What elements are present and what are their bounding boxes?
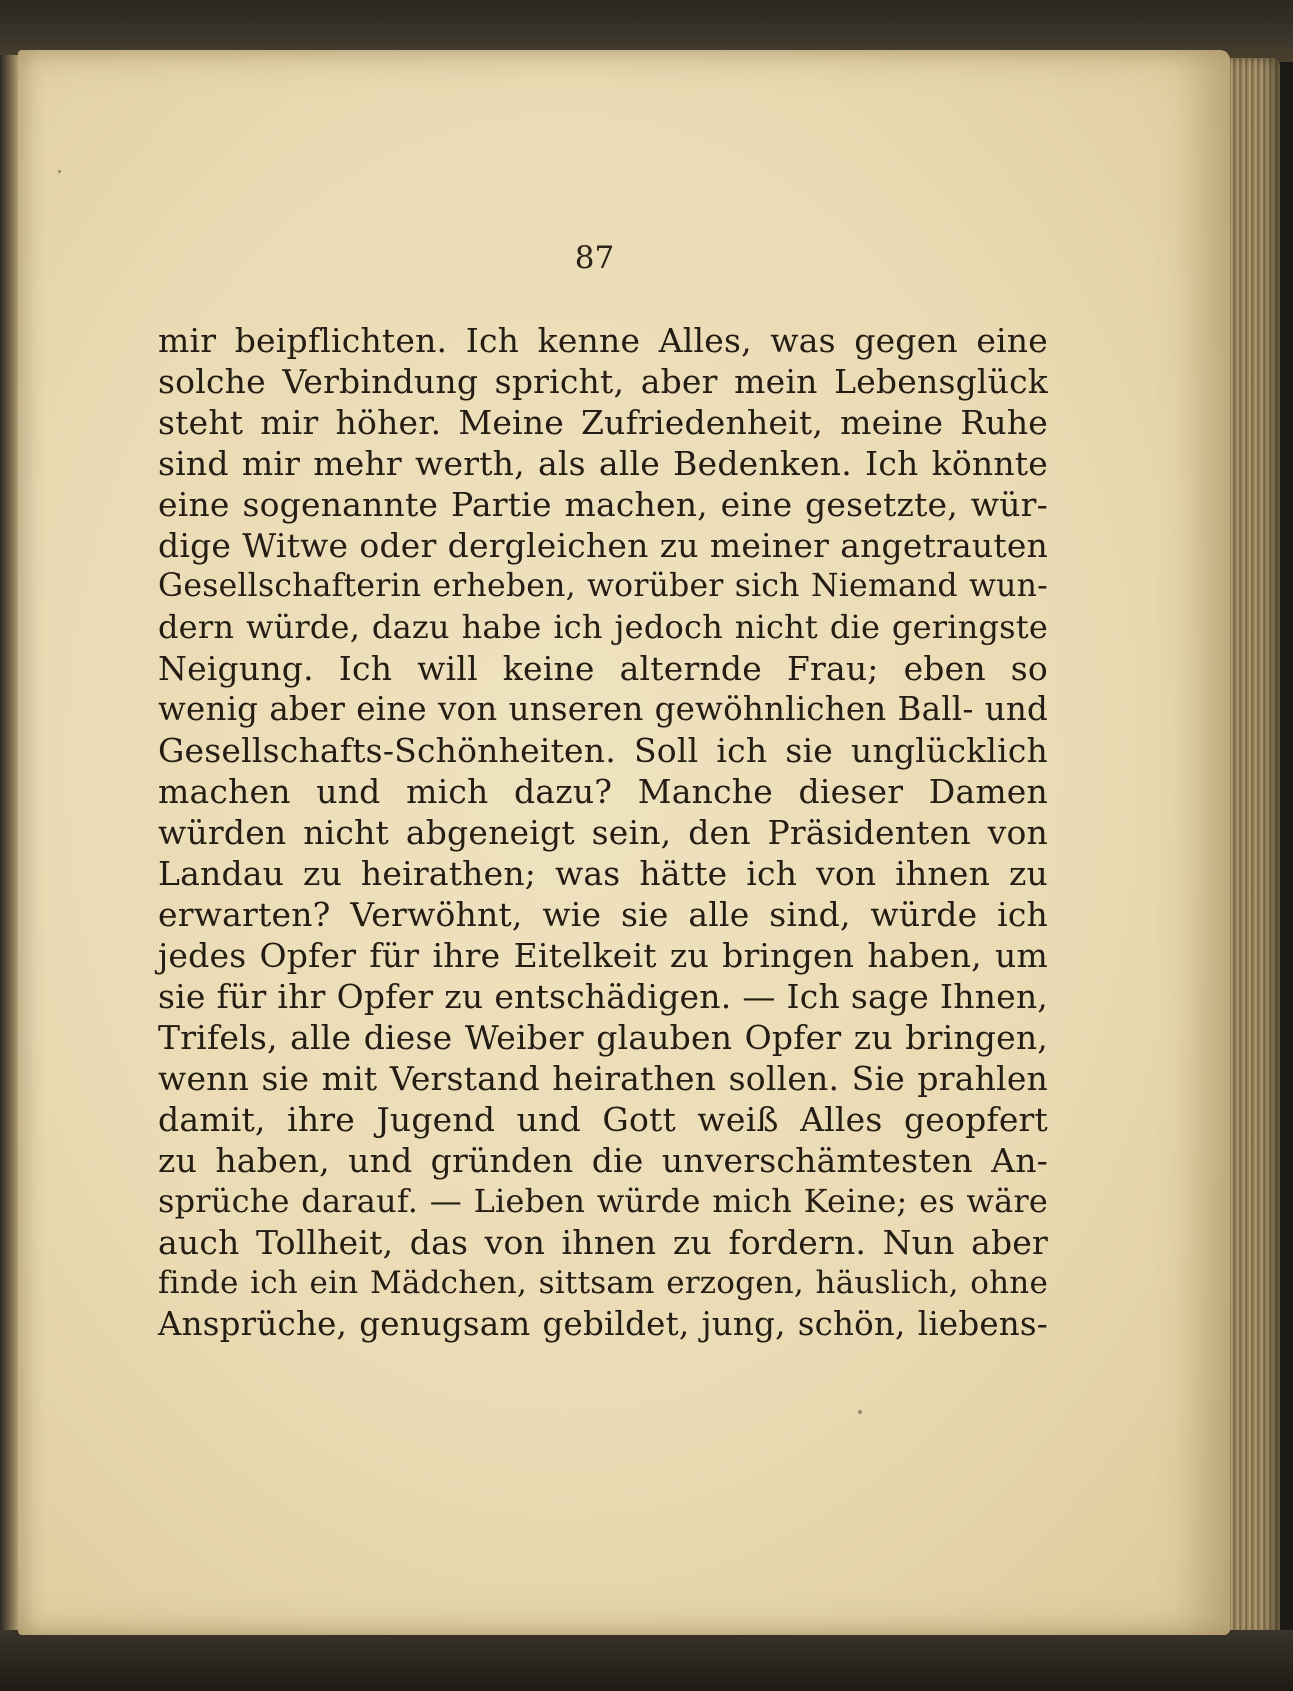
- text-line: mir beipflichten. Ich kenne Alles, was gegen eine: [158, 321, 1048, 360]
- text-line: Gesellschafts-Schönheiten. Soll ich sie unglücklich: [158, 731, 1048, 770]
- text-line: damit, ihre Jugend und Gott weiß Alles geopfert: [158, 1100, 1048, 1139]
- text-line: finde ich ein Mädchen, sittsam erzogen, häuslich, ohne: [158, 1265, 1048, 1301]
- text-line: wenn sie mit Verstand heirathen sollen. Sie prahlen: [158, 1059, 1048, 1098]
- text-line: erwarten? Verwöhnt, wie sie alle sind, würde ich: [158, 895, 1048, 934]
- text-line: dige Witwe oder dergleichen zu meiner angetrauten: [158, 526, 1048, 565]
- text-line: dern würde, dazu habe ich jedoch nicht die geringste: [158, 608, 1048, 646]
- text-line: sprüche darauf. — Lieben würde mich Keine; es wäre: [158, 1182, 1048, 1220]
- text-line: würden nicht abgeneigt sein, den Präsidenten von: [158, 813, 1048, 852]
- bottom-binding: [0, 1630, 1293, 1691]
- paper-speck: [858, 1410, 862, 1414]
- page-number: 87: [574, 240, 615, 276]
- text-line: auch Tollheit, das von ihnen zu fordern. Nun aber: [158, 1223, 1048, 1262]
- text-line: eine sogenannte Partie machen, eine gesetzte, wür-: [158, 485, 1048, 524]
- text-line: Trifels, alle diese Weiber glauben Opfer zu bringen,: [158, 1018, 1048, 1057]
- book-page: [18, 50, 1230, 1635]
- text-line: sind mir mehr werth, als alle Bedenken. Ich könnte: [158, 444, 1048, 483]
- text-line: machen und mich dazu? Manche dieser Damen: [158, 772, 1048, 811]
- text-line: jedes Opfer für ihre Eitelkeit zu bringen haben, um: [158, 936, 1048, 975]
- text-line: steht mir höher. Meine Zufriedenheit, meine Ruhe: [158, 403, 1048, 442]
- paper-speck: [58, 170, 61, 173]
- text-line: sie für ihr Opfer zu entschädigen. — Ich sage Ihnen,: [158, 977, 1048, 1016]
- text-line: Gesellschafterin erheben, worüber sich Niemand wun-: [158, 568, 1048, 604]
- text-line: solche Verbindung spricht, aber mein Lebensglück: [158, 362, 1048, 401]
- text-line: Ansprüche, genugsam gebildet, jung, schön, liebens-: [158, 1305, 1048, 1343]
- text-line: wenig aber eine von unseren gewöhnlichen Ball- und: [158, 690, 1048, 728]
- text-line: Landau zu heirathen; was hätte ich von ihnen zu: [158, 854, 1048, 893]
- text-line: zu haben, und gründen die unverschämtesten An-: [158, 1141, 1048, 1180]
- text-line: Neigung. Ich will keine alternde Frau; eben so: [158, 649, 1048, 688]
- body-text: [158, 320, 1048, 1345]
